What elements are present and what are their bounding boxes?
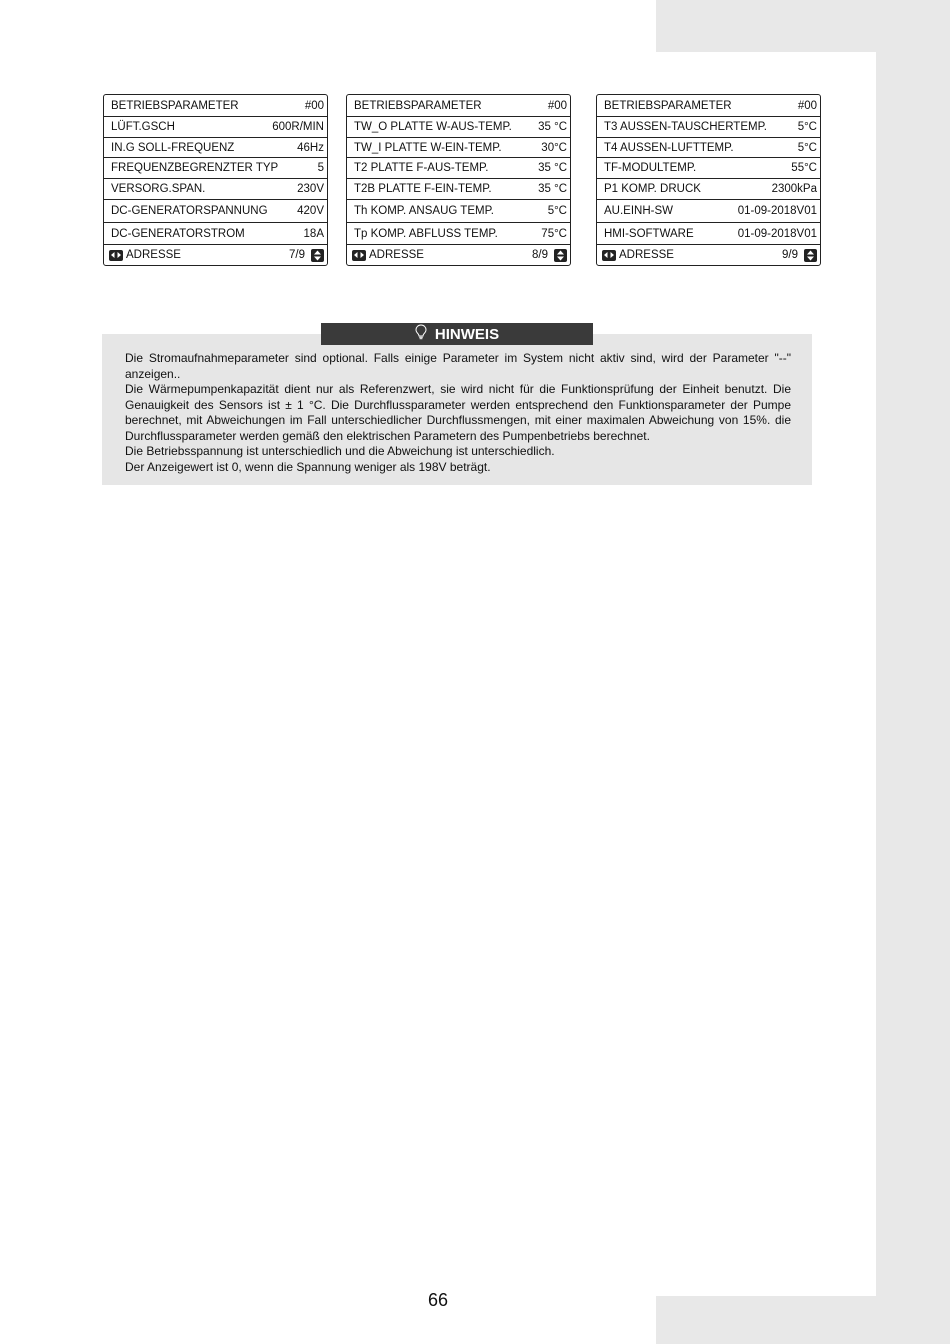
parameter-value: 30°C	[541, 141, 567, 154]
note-line: Die Stromaufnahmeparameter sind optional. Falls einige Parameter im System nicht aktiv sind, wird der Parameter "--" anzeigen..	[125, 351, 791, 381]
panel-code: #00	[797, 99, 817, 112]
footer-label: ADRESSE	[126, 249, 181, 261]
parameter-row	[597, 138, 820, 158]
footer-label: ADRESSE	[619, 249, 674, 261]
parameter-row	[104, 179, 327, 200]
note-line: Die Wärmepumpenkapazität dient nur als Referenzwert, sie wird nicht für die Funktionsprüfung der Einheit benutzt. Die Genauigkeit des Sensors ist ± 1 °C. Die Durchflussparameter werden entsprechend den Funktionsparameter der Pumpe berechnet, mit Abweichungen im Fall unterschiedlicher Durchflussmengen, mit einer maximalen Abweichung von 15%. die Durchflussparameter werden gemäß den elektrischen Parametern des Pumpenbetriebs berechnet.	[125, 382, 791, 443]
parameter-value: 2300kPa	[771, 183, 817, 195]
parameter-label: T3 AUSSEN-TAUSCHERTEMP.	[604, 121, 767, 133]
parameter-row	[347, 200, 570, 223]
panel-footer	[347, 245, 570, 265]
parameter-row	[104, 158, 327, 179]
parameter-row	[347, 117, 570, 138]
parameter-label: IN.G SOLL-FREQUENZ	[111, 141, 235, 154]
parameter-value: 01-09-2018V01	[737, 205, 817, 217]
parameter-label: LÜFT.GSCH	[111, 121, 175, 133]
parameter-label: T2B PLATTE F-EIN-TEMP.	[354, 183, 492, 195]
parameter-value: 5°C	[797, 121, 817, 133]
parameter-value: 5°C	[797, 141, 817, 154]
parameter-row	[597, 223, 820, 245]
parameter-value: 600R/MIN	[272, 121, 324, 133]
left-right-arrows-icon[interactable]	[352, 250, 366, 261]
parameter-panel-7	[103, 94, 328, 266]
note-line: Der Anzeigewert ist 0, wenn die Spannung weniger als 198V beträgt.	[125, 459, 491, 474]
parameter-label: P1 KOMP. DRUCK	[604, 183, 701, 195]
parameter-row	[347, 138, 570, 158]
left-right-arrows-icon[interactable]	[109, 250, 123, 261]
parameter-value: 35 °C	[538, 121, 567, 133]
panel-title: BETRIEBSPARAMETER	[604, 99, 732, 112]
up-down-arrows-icon[interactable]	[311, 249, 324, 262]
parameter-value: 01-09-2018V01	[737, 227, 817, 240]
page-tab-top	[656, 0, 876, 52]
parameter-row	[597, 158, 820, 179]
parameter-value: 230V	[297, 183, 324, 195]
panel-header	[597, 95, 820, 117]
parameter-label: T4 AUSSEN-LUFTTEMP.	[604, 141, 734, 154]
parameter-row	[104, 138, 327, 158]
note-title: HINWEIS	[434, 325, 500, 343]
parameter-row	[597, 200, 820, 223]
panel-code: #00	[304, 99, 324, 112]
panel-footer	[597, 245, 820, 265]
up-down-arrows-icon[interactable]	[804, 249, 817, 262]
parameter-label: DC-GENERATORSTROM	[111, 227, 245, 240]
parameter-label: DC-GENERATORSPANNUNG	[111, 205, 268, 217]
note-header	[321, 323, 593, 345]
up-down-arrows-icon[interactable]	[554, 249, 567, 262]
panel-title: BETRIEBSPARAMETER	[111, 99, 239, 112]
panel-footer	[104, 245, 327, 265]
parameter-row	[597, 117, 820, 138]
parameter-label: TW_O PLATTE W-AUS-TEMP.	[354, 121, 512, 133]
panel-header	[347, 95, 570, 117]
left-right-arrows-icon[interactable]	[602, 250, 616, 261]
parameter-value: 75°C	[541, 227, 567, 240]
note-line: Die Betriebsspannung ist unterschiedlich und die Abweichung ist unterschiedlich.	[125, 444, 555, 458]
page-indicator: 8/9	[532, 249, 548, 261]
footer-label: ADRESSE	[369, 249, 424, 261]
parameter-label: T2 PLATTE F-AUS-TEMP.	[354, 162, 489, 174]
parameter-panel-9	[596, 94, 821, 266]
panel-header	[104, 95, 327, 117]
parameter-value: 5	[317, 162, 324, 174]
parameter-label: Th KOMP. ANSAUG TEMP.	[354, 205, 494, 217]
parameter-value: 420V	[297, 205, 324, 217]
parameter-label: AU.EINH-SW	[604, 205, 673, 217]
note-text	[125, 351, 791, 475]
parameter-label: HMI-SOFTWARE	[604, 227, 694, 240]
parameter-label: FREQUENZBEGRENZTER TYP	[111, 162, 279, 174]
parameter-label: TW_I PLATTE W-EIN-TEMP.	[354, 141, 502, 154]
panel-code: #00	[547, 99, 567, 112]
parameter-value: 5°C	[547, 205, 567, 217]
parameter-row	[597, 179, 820, 200]
parameter-value: 18A	[303, 227, 324, 240]
parameter-row	[104, 200, 327, 223]
parameter-value: 35 °C	[538, 162, 567, 174]
parameter-row	[347, 223, 570, 245]
parameter-row	[104, 117, 327, 138]
parameter-label: VERSORG.SPAN.	[111, 183, 206, 195]
parameter-label: Tp KOMP. ABFLUSS TEMP.	[354, 227, 498, 240]
parameter-value: 46Hz	[297, 141, 324, 154]
parameter-value: 35 °C	[538, 183, 567, 195]
lightbulb-icon	[415, 324, 427, 344]
parameter-row	[347, 158, 570, 179]
page-indicator: 7/9	[289, 249, 305, 261]
parameter-panel-8	[346, 94, 571, 266]
parameter-row	[347, 179, 570, 200]
parameter-row	[104, 223, 327, 245]
page-number: 66	[427, 1290, 449, 1310]
parameter-value: 55°C	[791, 162, 817, 174]
page-indicator: 9/9	[782, 249, 798, 261]
parameter-label: TF-MODULTEMP.	[604, 162, 697, 174]
panel-title: BETRIEBSPARAMETER	[354, 99, 482, 112]
